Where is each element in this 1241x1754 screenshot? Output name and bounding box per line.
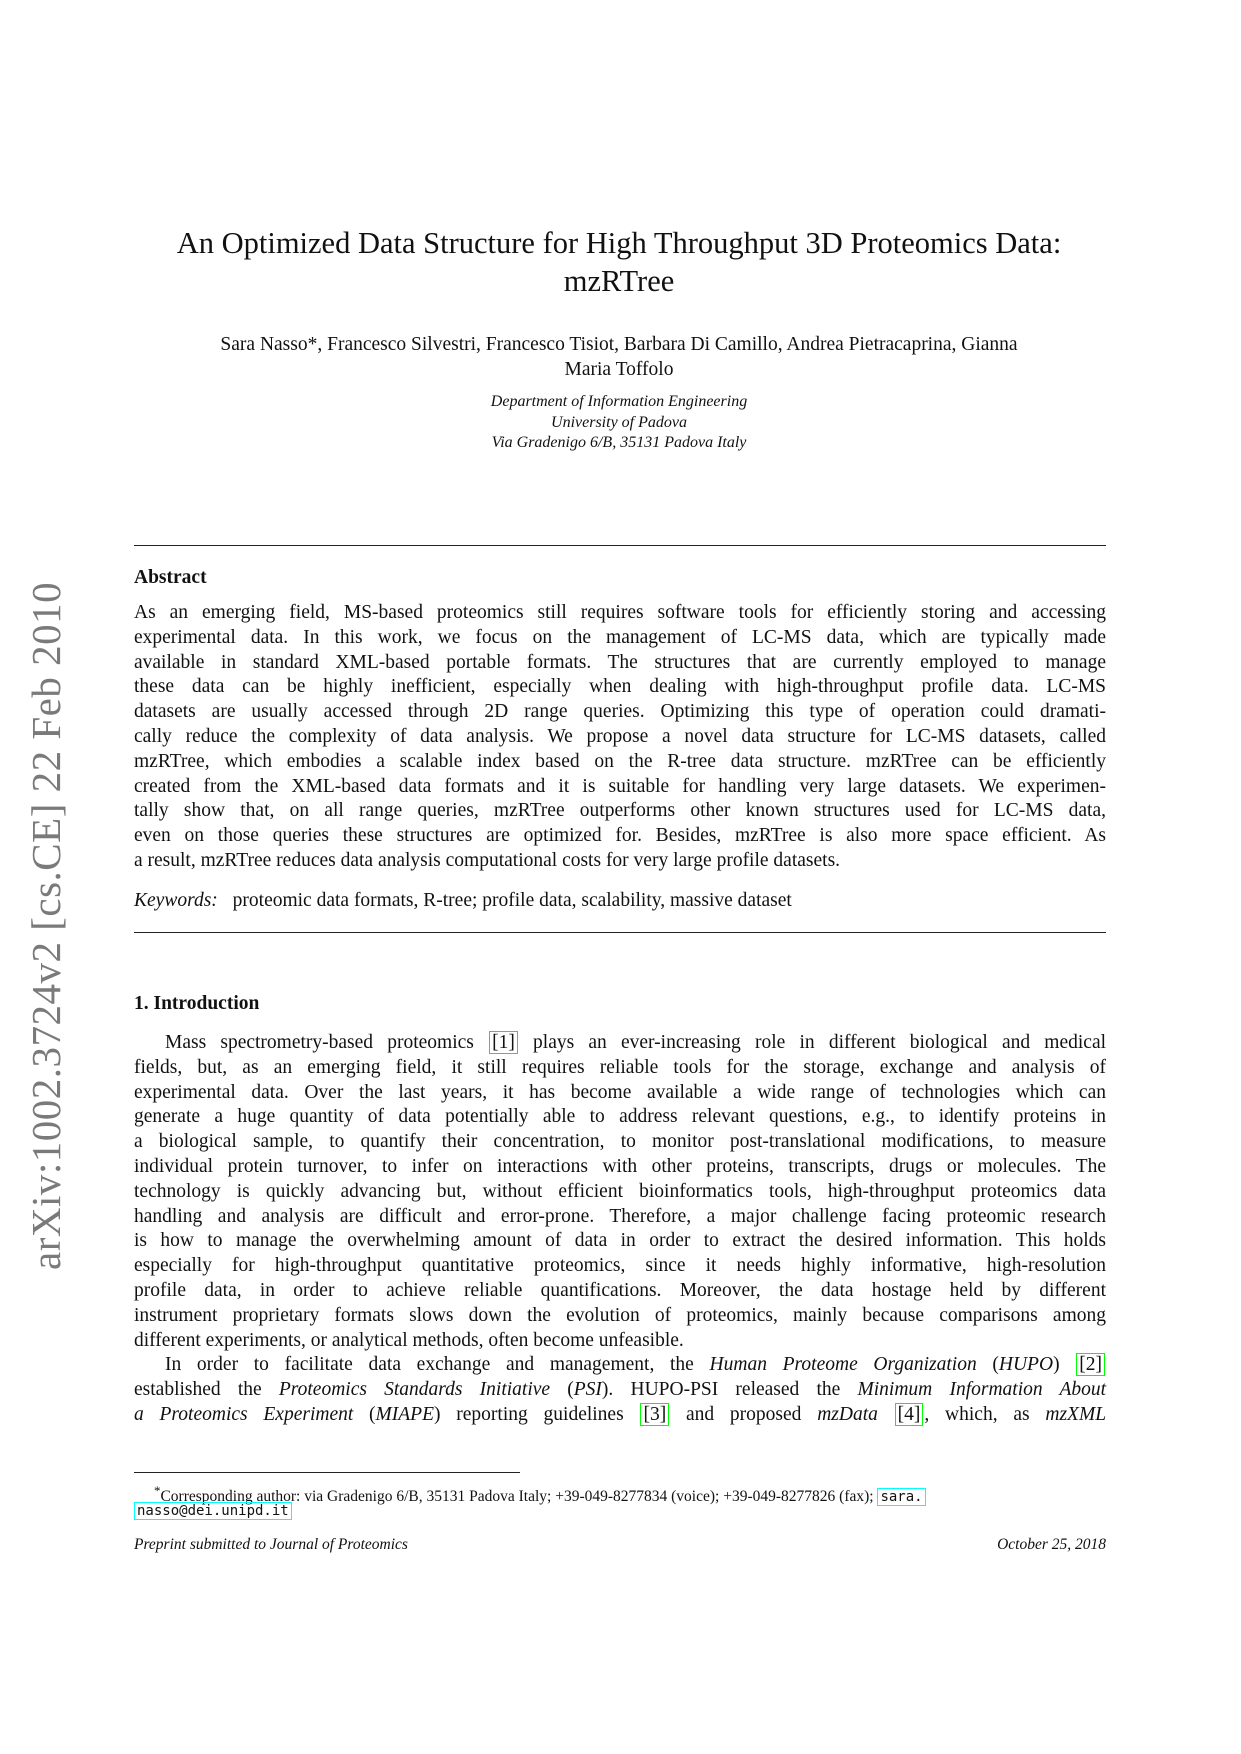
abstract-top-rule	[134, 545, 1106, 546]
intro-line: a Proteomics Experiment (MIAPE) reporting guidelines [3] and proposed mzData [4] , which, as mzXML	[134, 1403, 1107, 1425]
intro-line: technology is quickly advancing but, without efficient bioinformatics tools, high-throughput proteomics data	[134, 1180, 1106, 1202]
intro-line: is how to manage the overwhelming amount of data in order to extract the desired information. This holds	[134, 1230, 1106, 1252]
title-line-2: mzRTree	[563, 264, 675, 298]
affiliation-univ: University of Padova	[551, 413, 687, 431]
keywords-text: proteomic data formats, R-tree; profile data, scalability, massive dataset	[232, 890, 792, 911]
footer-date: October 25, 2018	[997, 1536, 1106, 1553]
intro-line: a biological sample, to quantify their concentration, to monitor post-translational modifications, to measure	[134, 1131, 1106, 1153]
email-link-cont[interactable]: nasso@dei.unipd.it	[134, 1502, 292, 1520]
abstract-body	[134, 601, 1106, 874]
intro-line: In order to facilitate data exchange and management, the Human Proteome Organization (HUPO) [2]	[134, 1353, 1106, 1378]
footnote-rule	[134, 1472, 520, 1473]
citation-4[interactable]: [4]	[895, 1403, 924, 1426]
citation-1[interactable]: [1]	[489, 1031, 518, 1054]
citation-2[interactable]: [2]	[1076, 1353, 1105, 1376]
authors-line-1: Sara Nasso*, Francesco Silvestri, Francesco Tisiot, Barbara Di Camillo, Andrea Pietracaprina, Gianna	[220, 334, 1018, 355]
intro-line: established the Proteomics Standards Initiative (PSI). HUPO-PSI released the Minimum Information About	[134, 1379, 1107, 1401]
intro-line: handling and analysis are difficult and error-prone. Therefore, a major challenge facing proteomic research	[134, 1205, 1106, 1227]
abstract-line: cally reduce the complexity of data analysis. We propose a novel data structure for LC-MS datasets, called	[134, 725, 1106, 747]
abstract-line: available in standard XML-based portable formats. The structures that are currently employed to manage	[134, 651, 1106, 673]
intro-line: generate a huge quantity of data potentially able to address relevant questions, e.g., to identify proteins in	[134, 1106, 1106, 1128]
citation-3[interactable]: [3]	[640, 1403, 669, 1426]
abstract-bottom-rule	[134, 932, 1106, 933]
arxiv-side-stamp: arXiv:1002.3724v2 [cs.CE] 22 Feb 2010	[23, 581, 69, 1270]
abstract-line: a result, mzRTree reduces data analysis computational costs for very large profile datasets.	[134, 849, 841, 871]
abstract-line: created from the XML-based data formats and it is suitable for handling very large datasets. We experimen-	[134, 775, 1106, 797]
footer-journal: Preprint submitted to Journal of Proteomics	[134, 1536, 408, 1553]
intro-line: especially for high-throughput quantitative proteomics, since it needs highly informative, high-resolution	[134, 1255, 1106, 1277]
abstract-line: experimental data. In this work, we focus on the management of LC-MS data, which are typically made	[134, 626, 1106, 648]
affiliation-dept: Department of Information Engineering	[490, 393, 748, 410]
email-link[interactable]: sara.	[877, 1488, 925, 1506]
keywords	[134, 890, 792, 912]
author-list	[134, 332, 1104, 382]
affiliation	[134, 392, 1104, 454]
abstract-line: datasets are usually accessed through 2D range queries. Optimizing this type of operation could dramati-	[134, 701, 1106, 723]
introduction-body	[134, 1031, 1106, 1428]
paper-title	[134, 224, 1104, 300]
authors-line-2: Maria Toffolo	[564, 359, 674, 380]
intro-line: instrument proprietary formats slows down the evolution of proteomics, mainly because comparisons among	[134, 1304, 1106, 1326]
abstract-line: these data can be highly inefficient, especially when dealing with high-throughput profile data. LC-MS	[134, 676, 1106, 698]
affiliation-address: Via Gradenigo 6/B, 35131 Padova Italy	[491, 434, 747, 451]
intro-line: individual protein turnover, to infer on interactions with other proteins, transcripts, drugs or molecules. The	[134, 1155, 1106, 1177]
section-heading-introduction: 1. Introduction	[134, 993, 260, 1014]
intro-line: experimental data. Over the last years, it has become available a wide range of technologies which can	[134, 1081, 1106, 1103]
title-line-1: An Optimized Data Structure for High Throughput 3D Proteomics Data:	[176, 226, 1062, 260]
abstract-line: even on those queries these structures are optimized for. Besides, mzRTree is also more space efficient. As	[134, 825, 1106, 847]
abstract-line: mzRTree, which embodies a scalable index based on the R-tree data structure. mzRTree can be efficiently	[134, 750, 1106, 772]
abstract-heading: Abstract	[134, 567, 207, 588]
abstract-line: As an emerging field, MS-based proteomics still requires software tools for efficiently storing and accessing	[134, 602, 1106, 623]
intro-line: different experiments, or analytical methods, often become unfeasible.	[134, 1329, 684, 1351]
footnote-line-1: *Corresponding author: via Gradenigo 6/B, 35131 Padova Italy; +39-049-8277834 (voice); +39-049-8277826 (fax); sara.	[134, 1481, 1106, 1501]
abstract-line: tally show that, on all range queries, mzRTree outperforms other known structures used for LC-MS data,	[134, 800, 1106, 822]
intro-line: profile data, in order to achieve reliable quantifications. Moreover, the data hostage held by different	[134, 1279, 1106, 1301]
intro-line: Mass spectrometry-based proteomics [1] plays an ever-increasing role in different biological and medical	[165, 1032, 1107, 1053]
footnote	[134, 1481, 1106, 1521]
intro-line: fields, but, as an emerging field, it still requires reliable tools for the storage, exchange and analysis of	[134, 1056, 1106, 1078]
page-footer	[134, 1536, 1106, 1554]
keywords-label: Keywords:	[134, 890, 218, 911]
